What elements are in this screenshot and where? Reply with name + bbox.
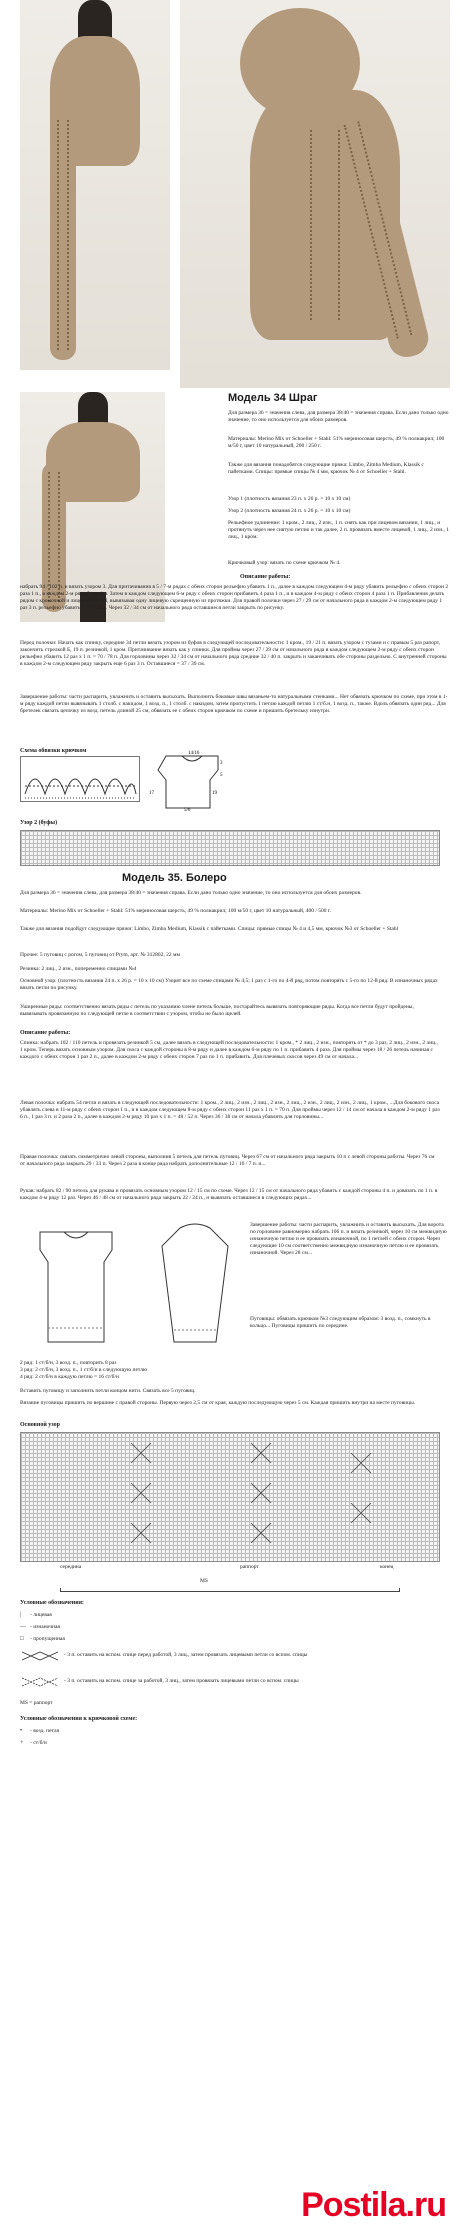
cable-back-icon xyxy=(20,1676,60,1688)
shrug-relief: Рельефное удлинение: 1 кром., 2 лиц., 2 изн., 1 п. снять как при лицевом вязании, 1 лиц., и протянуть через нее снятую петлю и так далее, 2 п. провязать вместе лицевой, 1 лиц., 2 изн., 1 лиц., 1 кром. xyxy=(228,520,451,540)
shrug-sizes: Для размера 36 = значения слева, для размера 38/40 = значения справа. Если дано только одно значение, то оно используется для обоих размеров. xyxy=(228,410,450,423)
bolero-rib: Резинка: 2 лиц., 2 изн., попеременно спицами №4 xyxy=(20,966,137,972)
bolero-finish: Завершение работы: части распарить, увлажнить и оставить высыхать. Для ворота по горловине равномерно набрать 106 п. и вязать резинкой, через 10 см межвидную изнаночную петлю и ее провязать изнаночной, по 1 петлей с обеих сторон. Через следующие 10 см соответственно межвидную изнаночную петлю и ее провязать изнаночной. Через 28 см... xyxy=(250,1222,449,1256)
bolero-back-schema xyxy=(20,1222,140,1352)
dim-label: 5 xyxy=(220,773,223,778)
postila-watermark: Postila.ru xyxy=(301,2186,446,2224)
legend-title: Условные обозначения: xyxy=(20,1600,84,1606)
bolero-tools: Также для вязания подойдут следующие пряжи: Limbo, Zimba Medium, Klassik с пайетками. Спицы: прямые спицы № 4 и 4,5 мм, крючок №3 от Schoeller + Stahl xyxy=(20,926,399,932)
bolero-back: Спинка: набрать 102 / 110 петель и провязать резинкой 5 см, далее вязать в следующей последовательности: 1 кром., * 2 лиц., 2 изн., повторять от * до 3 раз, 2 лиц., 2 изн., 2 лиц., 1 кром. Теперь вязать основным узором. Для скоса с каждой стороны в 8-м ряду и далее в каждом 6-м ряду по 1 п. прибавить 4 раза. Для проймы через 18 / 26 петель начиная с каждого с обеих сторон 1 раз 2 п., далее в каждом 2-м ряду с обеих сторон 7 раз по 1 п. прибавить. Для плечевых скосов через 49 см от начала... xyxy=(20,1040,440,1060)
bolero-main-pattern: Основной узор: (плотность вязания 24 п. х 26 р. = 10 х 10 см) Узорят все по схеме спицами № 4,5; 1 раз с 1-го по 4-й ряд, потом повторять с 5-го по 12-й ряд. В изнаночных рядах вязать петли по рисунку. xyxy=(20,978,440,991)
legend-item: - изнаночная xyxy=(30,1624,60,1630)
bolero-left-front: Левая полочка: набрать 54 петли и вязать в следующей последовательности: 1 кром., 2 лиц., 2 изн., 2 лиц., 2 изн., 2 лиц., 2 изн., 2 лиц., 2 изн., 2 лиц., 1 кром., ...Для бокового скоса убавлять слева в 11-м ряду с обеих сторон 1 п., и в каждом следующем 8-м ряду с обеих сторон 11 раз х 1 п. = 70 п. Для проймы через 12 / 14 см от начала в каждом 2-м ряду 1 раз 6 п., 1 раз 3 п. и 2 раза 2 п., далее в каждом 2-м ряду 10 раз х 1 п. = 48 / 52 п. Через 36 / 38 см от начала убавлять для горловины... xyxy=(20,1100,442,1120)
bolero-closing: Вставить пуговицу и заполнить петли концом нити. Связать все 5 пуговиц. xyxy=(20,1388,196,1394)
bolero-other: Прочее: 5 пуговиц с рогом, 5 пуговиц от Prym, арт. № 312802, 22 мм xyxy=(20,952,180,958)
crochet-legend-item: - возд. петля xyxy=(30,1728,60,1734)
shrug-tools: Также для вязания понадобятся следующие пряжа: Limbo, Zimba Medium, Klassik с пайетками. Спицы: прямые спицы № 4 мм, крючок № 4 от Schoeller + Stahl. xyxy=(228,462,426,475)
main-pattern-title: Основной узор xyxy=(20,1422,61,1428)
model-35-caption: Модель 35. Болеро xyxy=(122,872,227,884)
dim-label: 17 xyxy=(149,791,154,796)
pattern-2-title: Узор 2 (буфы) xyxy=(20,820,58,826)
bolero-closing-2: Вязание пуговицы пришить по вершине с правой стороны. Первую через 2,5 см от края, каждую последующую через 5 см. Каждая пришить внутри на месте пуговицы. xyxy=(20,1400,416,1406)
shrug-schema xyxy=(148,750,238,812)
bolero-sleeves: Рукав: набрать 82 / 90 петель для рукава и провязать основным узором 12 / 15 см по схеме. Через 12 / 15 см от начального ряда убавить с каждой стороны 4 п. и довязать по 1 п. в каждом 4-м ряду 12 раз. Через 46 / 48 см от начального ряда закрыть 22 / 24 п., и вывязать оставшиеся в следующих рядах... xyxy=(20,1188,439,1201)
chart-label-middle: середина xyxy=(60,1564,82,1570)
mannequin-neck xyxy=(78,0,112,40)
bolero-buttons: Пуговицы: обвязать крючком №3 следующим образом: 3 возд. п., сомкнуть в кольцо... Пуговицы пришить по середине. xyxy=(250,1316,432,1329)
legend-item: - 3 п. оставить на вспом. спице за работой, 3 лиц., затем провязать лицевыми петли со вспом. спицы xyxy=(64,1678,299,1684)
purl-symbol-icon: — xyxy=(20,1624,26,1630)
single-crochet-icon: + xyxy=(20,1740,24,1746)
crochet-legend-title: Условные обозначения к крючковой схеме: xyxy=(20,1716,138,1722)
bolero-reduce: Уширенные ряды: соответственно вязать ряды с петель по указанию члене петель больше, постарайтесь вывязать повторяющие ряды. Когда все петли будут пройдены, вывязывать провязанную по следующей петле в соответствии с узором, чтобы не было щелей. xyxy=(20,1004,416,1017)
skip-symbol-icon: □ xyxy=(20,1636,24,1642)
bolero-right-front: Правая полочка: связать симметрично левой стороны, выполнив 5 петель для петель пуговиц. Через 67 см от начального ряда закрыть 10 п с левой стороны работы. Через 76 см от начального ряда закрыть 29 / 33 п. Через 2 раза в конце ряда набрать дополнительные 12 / 10 / 7 п. и... xyxy=(20,1154,436,1167)
dim-label: 3 xyxy=(220,761,223,766)
cable-pattern xyxy=(48,472,60,602)
chain-stitch-icon: • xyxy=(20,1728,23,1734)
crochet-scheme xyxy=(20,756,140,802)
model-34-caption: Модель 34 Шраг xyxy=(228,392,318,404)
crochet-scheme-title: Схема обвязки крючком xyxy=(20,748,87,754)
chart-label-ms: MS xyxy=(200,1578,208,1584)
dim-label: 5/6 xyxy=(184,808,191,813)
bolero-description-title: Описание работы: xyxy=(20,1030,71,1036)
legend-item: MS = раппорт xyxy=(20,1700,53,1706)
bolero-rows: 2 ряд: 1 ст/б/н, 3 возд. п., повторить 8 раз 3 ряд: 2 ст/б/н, 3 возд. п., 1 ст/б/н в следующую петлю 4 ряд: 2 ст/б/н в каждую петлю = 16 ст/б/н xyxy=(20,1360,148,1380)
cable-front-icon xyxy=(20,1650,60,1662)
shrug-description-title: Описание работы: xyxy=(240,574,291,580)
crochet-legend-item: - ст/б/н xyxy=(30,1740,47,1746)
ms-bracket xyxy=(60,1588,400,1592)
shrug-description: набрать 94 / 102 п. и вязать узором 3. Для притачивания в 5 / 7-м рядах с обеих сторон рельефно убавить 1 п., далее в каждом следующем 4-м ряду убавить рельефно с обеих сторон 2 раза 1 п., в каждом 2-м ряду 5 раз 1 п. Затем в каждом следующем 6-м ряду с обеих сторон прибавить 4 раза 1 п., и в каждом 4-м ряду с обеих сторон 4 раза 1 п. Прибавления делать рядом с кромочной и лицевой петлей, вывязывая одну лицевую скрещенную из протяжки. Для правой полочки через 27 / 29 см от начального ряда в каждом 2-м следующем ряду 1 раз 3 п. рельефно убавить = 78 / 86 п. Через 32 / 34 см от начального ряда оставшиеся петли закрыть по рисунку. xyxy=(20,584,450,611)
main-pattern-chart xyxy=(20,1432,440,1562)
legend-item: - 3 п. оставить на вспом. спице перед работой, 3 лиц., затем провязать лицевыми петли со вспом. спицы xyxy=(64,1652,308,1658)
shrug-finish: Завершение работы: части распарить, увлажнить и оставить высыхать. Выполнить боковые швы вязаньем-то натуральными стенками... Нет обвязать крючком по схеме, при этом в 1-м ряду каждой петли вывязывать 1 столб. с накидом, 1 возд. п., 1 столб. с накидом, затем пропустить 1 петлю каждой петлю 1 ст/б.н, 1 возд. п., также. Вдоль обвязать один ряд... Для бретелек связать цепочку из возд. петель длиной 25 см, обвязать ее с обеих сторон крючком по схеме и пришить бретельку изнутри. xyxy=(20,694,448,714)
photo-shrug-front xyxy=(180,0,450,388)
legend-item: - лицевая xyxy=(30,1612,52,1618)
shrug-crochet: Крючковый узор: вязать по схеме крючком № 4. xyxy=(228,560,341,566)
dim-label: 14/16 xyxy=(188,751,200,756)
cable-symbols xyxy=(21,1433,439,1561)
chart-label-end: конец xyxy=(380,1564,394,1570)
cable-pattern xyxy=(310,130,340,320)
bolero-materials: Материалы: Merino Mix от Schoeller + Stahl: 51% мериносовая шерсть, 49 % полиакрил; 100 м/50 г, цвет 10 натуральный, 400 / 500 г. xyxy=(20,908,331,914)
dim-label: 19 xyxy=(212,791,217,796)
shrug-materials: Материалы: Merino Mix от Schoeller + Stahl: 51% мериносовая шерсть, 49 % полиакрил; 100 м/50 г, цвет 10 натуральный, 200 / 250 г. xyxy=(228,436,446,449)
bolero-sleeve-schema xyxy=(150,1222,240,1352)
pattern-2-chart xyxy=(20,830,440,866)
bolero-sizes: Для размера 36 = значения слева, для размера 38/40 = значения справа. Если дано только одно значение, то оно используется для обоих размеров. xyxy=(20,890,362,896)
mannequin-neck xyxy=(78,392,108,426)
shrug-front: Перед полочки: Начать как спинку, середине 34 петли вязать узором из буфов в следующей последовательности: 1 кром., 19 / 21 п. вязать узором с тузами и с правым 5 раз рапорт, закончить стрелкой Б, 19 п. резинкой, 1 кром. Притачивание вязать как у спинки. Для проймы через 27 / 29 см от начального ряда в каждом следующем 2-м ряду с обеих сторон рельефно убавить 12 раз х 1 п. = 70 / 78 п. Для горловины через 32 / 34 см от начального ряда средние 32 / 40 п. закрыть и заканчивать обе стороны раздельно. С внутренней стороны в каждом 2-м следующем ряду закрыть еще 6 раз 3 п. Оставшиеся = 37 / 39 см. xyxy=(20,640,448,667)
photo-shrug-side xyxy=(20,0,170,370)
shrug-pattern-1: Узор 1 (плотность вязания 23 п. х 26 р. = 10 х 10 см) xyxy=(228,496,351,502)
legend-item: - пропущенная xyxy=(30,1636,65,1642)
chart-label-rapport: раппорт xyxy=(240,1564,259,1570)
knit-symbol-icon: | xyxy=(20,1612,22,1618)
shrug-pattern-2: Узор 2 (плотность вязания 24 п. х 26 р. = 10 х 10 см) xyxy=(228,508,351,514)
cable-pattern xyxy=(57,120,69,350)
